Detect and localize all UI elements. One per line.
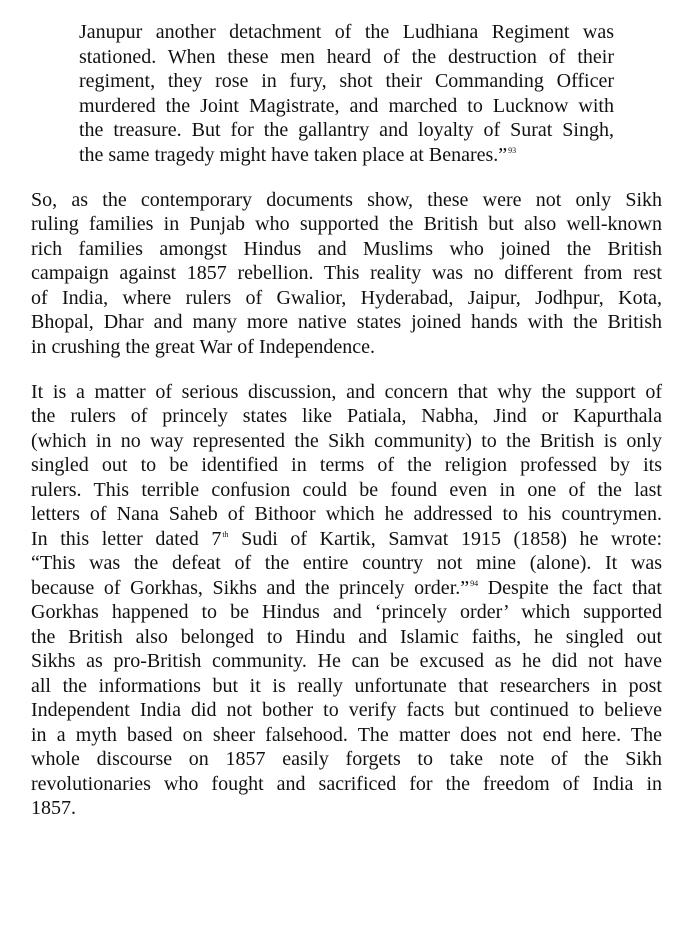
paragraph-line-text: Despite the fact that	[487, 577, 662, 599]
ordinal-suffix: th	[222, 530, 229, 539]
paragraph-line-text: because of Gorkhas, Sikhs and the princely order.”	[31, 577, 470, 599]
quote-line-text: the same tragedy might have taken place at Benares.”	[79, 144, 508, 166]
quote-line: murdered the Joint Magistrate, and marched to Lucknow with	[79, 95, 614, 117]
paragraph-line: revolutionaries who fought and sacrificed for the freedom of India in	[31, 773, 662, 795]
paragraph-line: the British also belonged to Hindu and Islamic faiths, he singled out	[31, 626, 662, 648]
paragraph-line: campaign against 1857 rebellion. This reality was no different from rest	[31, 262, 662, 284]
paragraph-line: ruling families in Punjab who supported the British but also well-known	[31, 213, 662, 235]
paragraph-line-text: In this letter dated 7	[31, 528, 222, 550]
paragraph-line: So, as the contemporary documents show, these were not only Sikh	[31, 189, 662, 211]
paragraph-line: whole discourse on 1857 easily forgets to take note of the Sikh	[31, 748, 662, 770]
paragraph-line: rulers. This terrible confusion could be found even in one of the last	[31, 479, 662, 501]
paragraph-line: all the informations but it is really unfortunate that researchers in post	[31, 675, 662, 697]
paragraph-line: It is a matter of serious discussion, and concern that why the support of	[31, 381, 662, 403]
quote-line: stationed. When these men heard of the destruction of their	[79, 46, 614, 68]
quote-line	[79, 143, 614, 167]
paragraph-line: Sikhs as pro-British community. He can be excused as he did not have	[31, 650, 662, 672]
quote-line: Janupur another detachment of the Ludhiana Regiment was	[79, 21, 614, 43]
paragraph-line: Independent India did not bother to verify facts but continued to believe	[31, 699, 662, 721]
paragraph-line	[31, 527, 662, 551]
paragraph-line: letters of Nana Saheb of Bithoor which he addressed to his countrymen.	[31, 503, 662, 525]
paragraph-line: Bhopal, Dhar and many more native states joined hands with the British	[31, 311, 662, 333]
paragraph-line: rich families amongst Hindus and Muslims who joined the British	[31, 238, 662, 260]
footnote-ref: 94	[470, 579, 479, 588]
paragraph-line-text: Sudi of Kartik, Samvat 1915 (1858) he wrote:	[241, 528, 663, 550]
paragraph-line: 1857.	[31, 797, 76, 819]
quote-line: the treasure. But for the gallantry and loyalty of Surat Singh,	[79, 119, 614, 141]
paragraph-line: in a myth based on sheer falsehood. The matter does not end here. The	[31, 724, 662, 746]
paragraph-line: the rulers of princely states like Patiala, Nabha, Jind or Kapurthala	[31, 405, 662, 427]
paragraph-line: singled out to be identified in terms of the religion professed by its	[31, 454, 662, 476]
paragraph-line: “This was the defeat of the entire country not mine (alone). It was	[31, 552, 662, 574]
paragraph-line: in crushing the great War of Independence.	[31, 336, 375, 358]
paragraph-line: Gorkhas happened to be Hindus and ‘princely order’ which supported	[31, 601, 662, 623]
paragraph-line: (which in no way represented the Sikh community) to the British is only	[31, 430, 662, 452]
paragraph-line: of India, where rulers of Gwalior, Hyderabad, Jaipur, Jodhpur, Kota,	[31, 287, 662, 309]
paragraph-line	[31, 576, 662, 600]
footnote-ref: 93	[508, 146, 517, 155]
quote-line: regiment, they rose in fury, shot their Commanding Officer	[79, 70, 614, 92]
